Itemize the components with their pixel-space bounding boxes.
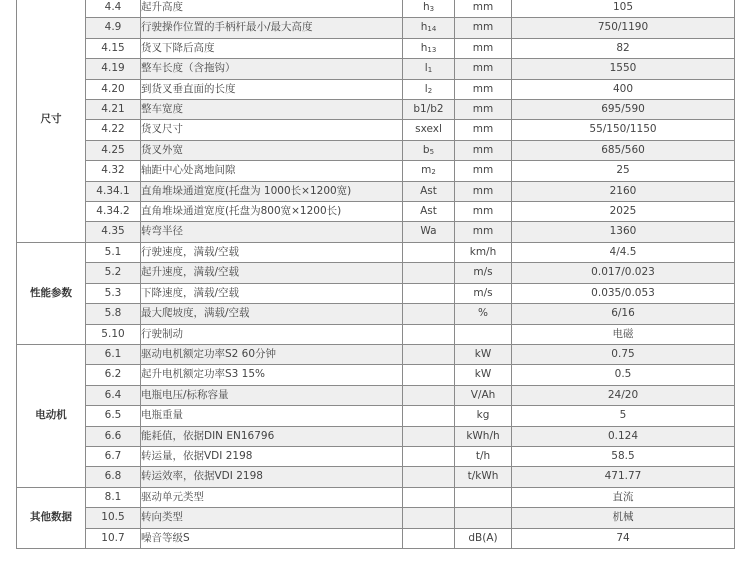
item-unit: mm [455, 120, 512, 140]
item-description: 最大爬坡度，满载/空载 [141, 304, 403, 324]
item-number: 5.3 [86, 283, 141, 303]
item-value: 电磁 [512, 324, 735, 344]
item-number: 6.2 [86, 365, 141, 385]
symbol-base: m [421, 164, 432, 177]
item-description: 转向类型 [141, 508, 403, 528]
item-number: 5.1 [86, 242, 141, 262]
item-unit: mm [455, 181, 512, 201]
table-row [17, 222, 735, 242]
item-description: 起升高度 [141, 0, 403, 18]
item-unit [455, 487, 512, 507]
item-value: 0.017/0.023 [512, 263, 735, 283]
symbol-subscript: 1 [427, 66, 433, 75]
item-number: 8.1 [86, 487, 141, 507]
item-value: 25 [512, 161, 735, 181]
item-symbol [403, 79, 455, 99]
item-symbol [403, 140, 455, 160]
table-row [17, 59, 735, 79]
item-symbol [403, 100, 455, 120]
item-number: 10.7 [86, 528, 141, 548]
item-value: 4/4.5 [512, 242, 735, 262]
item-symbol [403, 59, 455, 79]
table-row [17, 100, 735, 120]
item-description: 电瓶电压/标称容量 [141, 385, 403, 405]
item-value: 0.035/0.053 [512, 283, 735, 303]
item-description: 起升电机额定功率S3 15% [141, 365, 403, 385]
item-description: 整车宽度 [141, 100, 403, 120]
item-unit: mm [455, 222, 512, 242]
table-row [17, 304, 735, 324]
item-number: 10.5 [86, 508, 141, 528]
item-symbol [403, 467, 455, 487]
item-value: 400 [512, 79, 735, 99]
symbol-base: sxexl [415, 123, 442, 136]
item-number: 4.4 [86, 0, 141, 18]
item-symbol [403, 242, 455, 262]
item-value: 750/1190 [512, 18, 735, 38]
item-number: 4.34.1 [86, 181, 141, 201]
item-description: 直角堆垛通道宽度(托盘为800宽×1200长) [141, 202, 403, 222]
category-label: 性能参数 [17, 242, 86, 344]
item-number: 6.1 [86, 344, 141, 364]
item-unit: mm [455, 140, 512, 160]
spec-table [16, 0, 735, 549]
table-row [17, 487, 735, 507]
item-number: 4.15 [86, 38, 141, 58]
item-unit: kW [455, 365, 512, 385]
table-row [17, 365, 735, 385]
item-value: 0.124 [512, 426, 735, 446]
item-symbol [403, 446, 455, 466]
symbol-base: Ast [420, 205, 437, 218]
item-number: 6.5 [86, 406, 141, 426]
item-value: 5 [512, 406, 735, 426]
item-value: 1360 [512, 222, 735, 242]
item-unit: kg [455, 406, 512, 426]
item-unit: mm [455, 100, 512, 120]
table-row [17, 79, 735, 99]
item-symbol [403, 406, 455, 426]
item-unit: kWh/h [455, 426, 512, 446]
item-value: 82 [512, 38, 735, 58]
item-value: 55/150/1150 [512, 120, 735, 140]
category-label: 其他数据 [17, 487, 86, 548]
item-unit: t/kWh [455, 467, 512, 487]
item-symbol [403, 161, 455, 181]
item-symbol [403, 181, 455, 201]
item-symbol [403, 508, 455, 528]
symbol-base: l [424, 62, 428, 75]
item-number: 4.32 [86, 161, 141, 181]
item-description: 驱动电机额定功率S2 60分钟 [141, 344, 403, 364]
item-symbol [403, 0, 455, 18]
item-description: 直角堆垛通道宽度(托盘为 1000长×1200宽) [141, 181, 403, 201]
symbol-base: Ast [420, 184, 437, 197]
item-unit: dB(A) [455, 528, 512, 548]
table-row [17, 385, 735, 405]
item-number: 6.7 [86, 446, 141, 466]
item-unit: % [455, 304, 512, 324]
item-unit: km/h [455, 242, 512, 262]
item-number: 4.21 [86, 100, 141, 120]
item-symbol [403, 487, 455, 507]
item-description: 整车长度（含拖钩） [141, 59, 403, 79]
table-row [17, 528, 735, 548]
item-symbol [403, 385, 455, 405]
item-value: 471.77 [512, 467, 735, 487]
table-row [17, 324, 735, 344]
item-value: 74 [512, 528, 735, 548]
symbol-base: h [420, 21, 428, 34]
item-value: 机械 [512, 508, 735, 528]
item-unit: mm [455, 18, 512, 38]
table-row [17, 508, 735, 528]
item-unit: mm [455, 202, 512, 222]
item-unit: V/Ah [455, 385, 512, 405]
item-number: 4.9 [86, 18, 141, 38]
item-number: 4.22 [86, 120, 141, 140]
item-symbol [403, 324, 455, 344]
item-symbol [403, 222, 455, 242]
item-unit: t/h [455, 446, 512, 466]
item-value: 685/560 [512, 140, 735, 160]
item-description: 噪音等级S [141, 528, 403, 548]
item-symbol [403, 283, 455, 303]
table-row [17, 202, 735, 222]
item-description: 到货叉垂直面的长度 [141, 79, 403, 99]
item-symbol [403, 202, 455, 222]
item-value: 24/20 [512, 385, 735, 405]
item-symbol [403, 120, 455, 140]
symbol-subscript: 14 [427, 25, 437, 34]
table-row [17, 120, 735, 140]
symbol-subscript: 5 [429, 147, 435, 156]
item-description: 行驶制动 [141, 324, 403, 344]
table-row [17, 406, 735, 426]
item-number: 4.34.2 [86, 202, 141, 222]
item-description: 转弯半径 [141, 222, 403, 242]
item-value: 0.75 [512, 344, 735, 364]
item-description: 驱动单元类型 [141, 487, 403, 507]
table-row [17, 181, 735, 201]
item-value: 1550 [512, 59, 735, 79]
item-symbol [403, 38, 455, 58]
item-unit: mm [455, 0, 512, 18]
item-description: 电瓶重量 [141, 406, 403, 426]
item-unit [455, 324, 512, 344]
item-unit: mm [455, 59, 512, 79]
item-value: 2160 [512, 181, 735, 201]
symbol-base: b [422, 143, 430, 156]
item-value: 0.5 [512, 365, 735, 385]
category-label: 电动机 [17, 344, 86, 487]
item-unit: m/s [455, 283, 512, 303]
table-row [17, 467, 735, 487]
item-symbol [403, 304, 455, 324]
symbol-base: h [422, 1, 430, 13]
item-value: 105 [512, 0, 735, 18]
item-number: 4.35 [86, 222, 141, 242]
item-unit: m/s [455, 263, 512, 283]
item-value: 2025 [512, 202, 735, 222]
item-value: 58.5 [512, 446, 735, 466]
symbol-base: b1/b2 [413, 103, 444, 116]
item-number: 4.19 [86, 59, 141, 79]
item-number: 5.10 [86, 324, 141, 344]
item-symbol [403, 365, 455, 385]
symbol-subscript: 2 [431, 168, 436, 177]
symbol-subscript: 3 [429, 5, 435, 13]
table-row [17, 426, 735, 446]
item-number: 4.20 [86, 79, 141, 99]
item-number: 5.2 [86, 263, 141, 283]
item-description: 能耗值，依据DIN EN16796 [141, 426, 403, 446]
item-description: 转运效率，依据VDI 2198 [141, 467, 403, 487]
table-row [17, 38, 735, 58]
table-row [17, 0, 735, 18]
item-description: 行驶速度，满载/空载 [141, 242, 403, 262]
item-unit: mm [455, 161, 512, 181]
symbol-base: h [420, 41, 428, 54]
table-row [17, 263, 735, 283]
symbol-subscript: 13 [427, 45, 437, 54]
item-symbol [403, 528, 455, 548]
item-symbol [403, 344, 455, 364]
table-row [17, 283, 735, 303]
table-row [17, 161, 735, 181]
item-symbol [403, 426, 455, 446]
item-unit: mm [455, 79, 512, 99]
symbol-base: l [424, 82, 428, 95]
item-number: 6.6 [86, 426, 141, 446]
table-row [17, 242, 735, 262]
item-description: 行驶操作位置的手柄杆最小/最大高度 [141, 18, 403, 38]
table-row [17, 18, 735, 38]
item-description: 轴距中心处离地间隙 [141, 161, 403, 181]
item-description: 转运量，依据VDI 2198 [141, 446, 403, 466]
item-number: 6.4 [86, 385, 141, 405]
table-row [17, 140, 735, 160]
symbol-subscript: 2 [427, 86, 433, 95]
item-symbol [403, 263, 455, 283]
item-unit [455, 508, 512, 528]
item-description: 货叉下降后高度 [141, 38, 403, 58]
item-unit: mm [455, 38, 512, 58]
item-description: 起升速度，满载/空载 [141, 263, 403, 283]
item-description: 货叉外宽 [141, 140, 403, 160]
table-row [17, 446, 735, 466]
item-number: 6.8 [86, 467, 141, 487]
item-number: 5.8 [86, 304, 141, 324]
item-description: 下降速度，满载/空载 [141, 283, 403, 303]
item-description: 货叉尺寸 [141, 120, 403, 140]
item-value: 6/16 [512, 304, 735, 324]
item-value: 直流 [512, 487, 735, 507]
table-row [17, 344, 735, 364]
category-label: 尺寸 [17, 0, 86, 242]
item-number: 4.25 [86, 140, 141, 160]
item-unit: kW [455, 344, 512, 364]
item-value: 695/590 [512, 100, 735, 120]
item-symbol [403, 18, 455, 38]
symbol-base: Wa [420, 225, 437, 238]
